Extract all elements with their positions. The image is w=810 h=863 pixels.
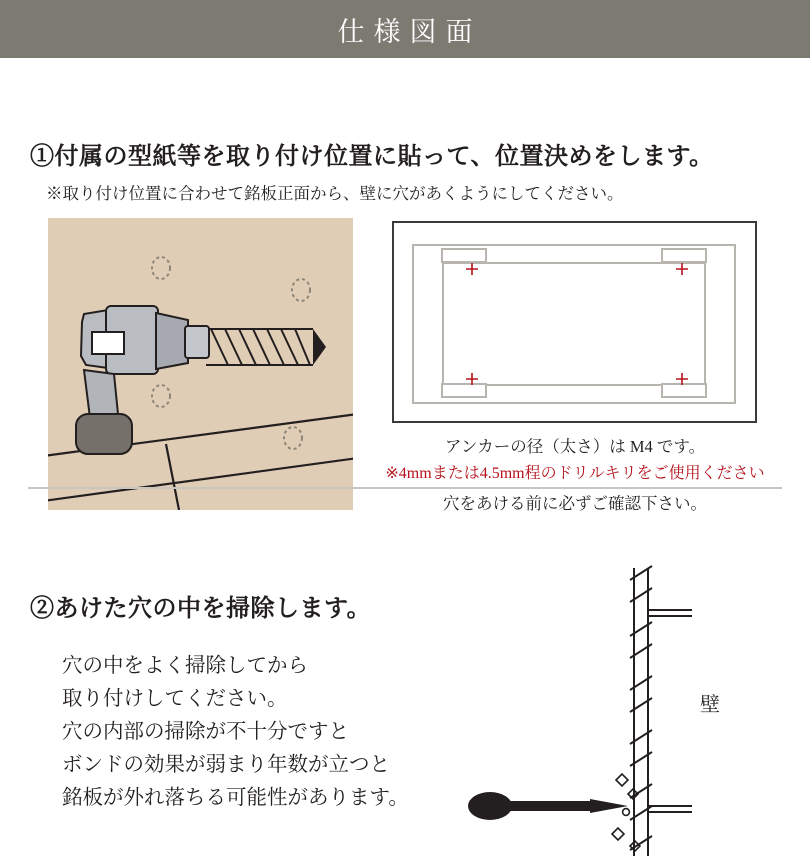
page-title: 仕様図面 bbox=[337, 16, 482, 47]
cleaning-brush-icon bbox=[468, 792, 628, 820]
cleaning-illustration-svg bbox=[460, 558, 790, 858]
step-2-body-line: 取り付けしてください。 bbox=[62, 688, 288, 710]
step-2-body-line: 穴の内部の掃除が不十分ですと bbox=[62, 721, 349, 743]
step-1-heading: ①付属の型紙等を取り付け位置に貼って、位置決めをします。 bbox=[30, 143, 714, 170]
drill-illustration bbox=[48, 218, 353, 510]
plate-drawing bbox=[392, 221, 757, 423]
section-divider bbox=[28, 487, 782, 489]
hole-marker-icon bbox=[466, 263, 688, 385]
debris-icon bbox=[612, 774, 640, 851]
wall-section-icon bbox=[630, 566, 692, 856]
step-2-body-line: ボンドの効果が弱まり年数が立つと bbox=[62, 754, 390, 776]
drill-illustration-svg bbox=[48, 218, 353, 510]
cleaning-illustration bbox=[460, 558, 790, 858]
anchor-note-line-3: 穴をあける前に必ずご確認下さい。 bbox=[443, 494, 707, 513]
step-2-body bbox=[62, 650, 409, 815]
step-1-note: ※取り付け位置に合わせて銘板正面から、壁に穴があくようにしてください。 bbox=[46, 184, 624, 203]
anchor-note-line-1: アンカーの径（太さ）は M4 です。 bbox=[444, 437, 706, 456]
page-header bbox=[0, 0, 810, 58]
step-2-heading: ②あけた穴の中を掃除します。 bbox=[30, 595, 372, 622]
step-2-body-line: 穴の中をよく掃除してから bbox=[62, 655, 308, 677]
anchor-note-line-2: ※4mmまたは4.5mm程のドリルキリをご使用ください bbox=[385, 465, 765, 482]
plate-drawing-svg bbox=[394, 223, 755, 421]
step-2-body-line: 銘板が外れ落ちる可能性があります。 bbox=[62, 787, 409, 809]
wall-label: 壁 bbox=[700, 694, 720, 716]
